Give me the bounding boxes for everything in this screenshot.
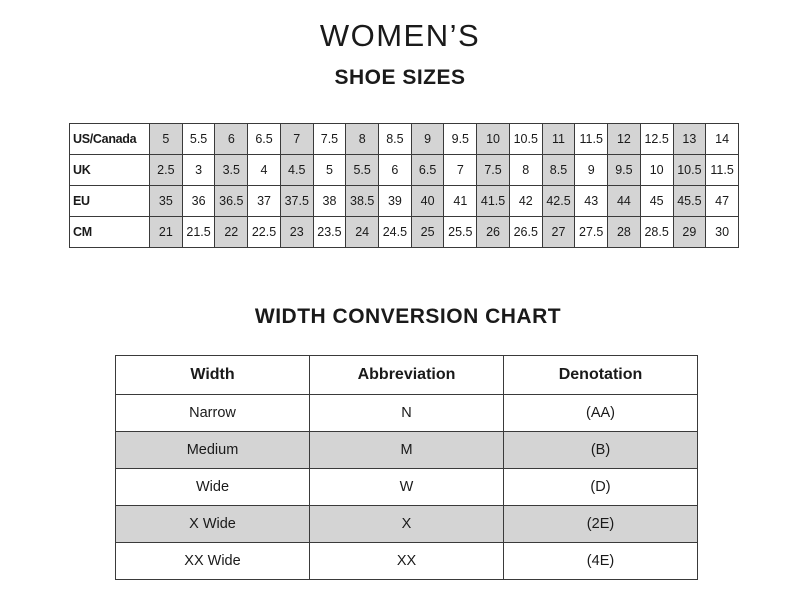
size-row-label: CM bbox=[70, 217, 150, 248]
size-cell: 28 bbox=[608, 217, 641, 248]
size-cell: 41.5 bbox=[477, 186, 510, 217]
size-cell: 41 bbox=[444, 186, 477, 217]
size-cell: 25.5 bbox=[444, 217, 477, 248]
width-cell: XX Wide bbox=[116, 543, 310, 580]
size-cell: 13 bbox=[673, 124, 706, 155]
size-cell: 7 bbox=[280, 124, 313, 155]
denotation-header: Denotation bbox=[504, 356, 698, 395]
width-cell: Wide bbox=[116, 469, 310, 506]
size-cell: 21 bbox=[150, 217, 183, 248]
abbreviation-cell: W bbox=[310, 469, 504, 506]
size-cell: 30 bbox=[706, 217, 739, 248]
size-cell: 9.5 bbox=[444, 124, 477, 155]
denotation-cell: (2E) bbox=[504, 506, 698, 543]
size-cell: 6.5 bbox=[248, 124, 281, 155]
size-cell: 39 bbox=[379, 186, 412, 217]
size-cell: 23.5 bbox=[313, 217, 346, 248]
width-conversion-table bbox=[115, 355, 698, 580]
size-cell: 6.5 bbox=[411, 155, 444, 186]
size-cell: 40 bbox=[411, 186, 444, 217]
abbreviation-cell: M bbox=[310, 432, 504, 469]
width-chart-title: WIDTH CONVERSION CHART bbox=[254, 305, 562, 328]
abbreviation-cell: N bbox=[310, 395, 504, 432]
size-cell: 38.5 bbox=[346, 186, 379, 217]
size-cell: 5 bbox=[313, 155, 346, 186]
width-row bbox=[116, 395, 698, 432]
size-cell: 10.5 bbox=[673, 155, 706, 186]
abbreviation-cell: X bbox=[310, 506, 504, 543]
size-cell: 45 bbox=[640, 186, 673, 217]
size-cell: 10 bbox=[640, 155, 673, 186]
size-cell: 38 bbox=[313, 186, 346, 217]
size-cell: 23 bbox=[280, 217, 313, 248]
size-cell: 11 bbox=[542, 124, 575, 155]
size-cell: 10.5 bbox=[509, 124, 542, 155]
size-cell: 2.5 bbox=[150, 155, 183, 186]
size-cell: 6 bbox=[215, 124, 248, 155]
size-cell: 9 bbox=[575, 155, 608, 186]
size-cell: 28.5 bbox=[640, 217, 673, 248]
size-cell: 8.5 bbox=[542, 155, 575, 186]
width-row bbox=[116, 506, 698, 543]
size-cell: 22.5 bbox=[248, 217, 281, 248]
size-cell: 25 bbox=[411, 217, 444, 248]
width-cell: X Wide bbox=[116, 506, 310, 543]
size-cell: 27 bbox=[542, 217, 575, 248]
size-row-label: UK bbox=[70, 155, 150, 186]
width-cell: Narrow bbox=[116, 395, 310, 432]
denotation-cell: (AA) bbox=[504, 395, 698, 432]
size-cell: 45.5 bbox=[673, 186, 706, 217]
size-row-us-canada bbox=[70, 124, 739, 155]
size-cell: 24 bbox=[346, 217, 379, 248]
size-row-label: EU bbox=[70, 186, 150, 217]
size-row-cm bbox=[70, 217, 739, 248]
size-cell: 37.5 bbox=[280, 186, 313, 217]
size-cell: 3 bbox=[182, 155, 215, 186]
width-row bbox=[116, 432, 698, 469]
size-cell: 29 bbox=[673, 217, 706, 248]
size-cell: 12.5 bbox=[640, 124, 673, 155]
size-cell: 12 bbox=[608, 124, 641, 155]
size-cell: 5 bbox=[150, 124, 183, 155]
size-cell: 7.5 bbox=[313, 124, 346, 155]
denotation-cell: (D) bbox=[504, 469, 698, 506]
size-cell: 7 bbox=[444, 155, 477, 186]
size-cell: 11.5 bbox=[575, 124, 608, 155]
size-cell: 9 bbox=[411, 124, 444, 155]
abbreviation-cell: XX bbox=[310, 543, 504, 580]
size-row-uk bbox=[70, 155, 739, 186]
size-cell: 47 bbox=[706, 186, 739, 217]
size-cell: 44 bbox=[608, 186, 641, 217]
width-header: Width bbox=[116, 356, 310, 395]
size-cell: 36.5 bbox=[215, 186, 248, 217]
size-cell: 5.5 bbox=[346, 155, 379, 186]
size-cell: 22 bbox=[215, 217, 248, 248]
size-cell: 10 bbox=[477, 124, 510, 155]
denotation-cell: (B) bbox=[504, 432, 698, 469]
size-cell: 14 bbox=[706, 124, 739, 155]
size-cell: 4 bbox=[248, 155, 281, 186]
size-cell: 37 bbox=[248, 186, 281, 217]
size-cell: 5.5 bbox=[182, 124, 215, 155]
width-cell: Medium bbox=[116, 432, 310, 469]
denotation-cell: (4E) bbox=[504, 543, 698, 580]
size-cell: 43 bbox=[575, 186, 608, 217]
size-cell: 26.5 bbox=[509, 217, 542, 248]
size-cell: 8 bbox=[509, 155, 542, 186]
size-cell: 8.5 bbox=[379, 124, 412, 155]
size-cell: 7.5 bbox=[477, 155, 510, 186]
page-subtitle: SHOE SIZES bbox=[334, 66, 466, 89]
size-cell: 42.5 bbox=[542, 186, 575, 217]
size-cell: 6 bbox=[379, 155, 412, 186]
abbreviation-header: Abbreviation bbox=[310, 356, 504, 395]
size-cell: 21.5 bbox=[182, 217, 215, 248]
width-row bbox=[116, 469, 698, 506]
shoe-size-table bbox=[69, 123, 739, 248]
size-row-label: US/Canada bbox=[70, 124, 150, 155]
size-cell: 4.5 bbox=[280, 155, 313, 186]
size-cell: 35 bbox=[150, 186, 183, 217]
size-cell: 11.5 bbox=[706, 155, 739, 186]
page-title: WOMEN’S bbox=[319, 18, 481, 53]
size-cell: 42 bbox=[509, 186, 542, 217]
size-cell: 24.5 bbox=[379, 217, 412, 248]
size-cell: 27.5 bbox=[575, 217, 608, 248]
size-cell: 36 bbox=[182, 186, 215, 217]
size-cell: 3.5 bbox=[215, 155, 248, 186]
width-table-header-row bbox=[116, 356, 698, 395]
size-row-eu bbox=[70, 186, 739, 217]
size-cell: 26 bbox=[477, 217, 510, 248]
size-cell: 8 bbox=[346, 124, 379, 155]
width-row bbox=[116, 543, 698, 580]
size-cell: 9.5 bbox=[608, 155, 641, 186]
